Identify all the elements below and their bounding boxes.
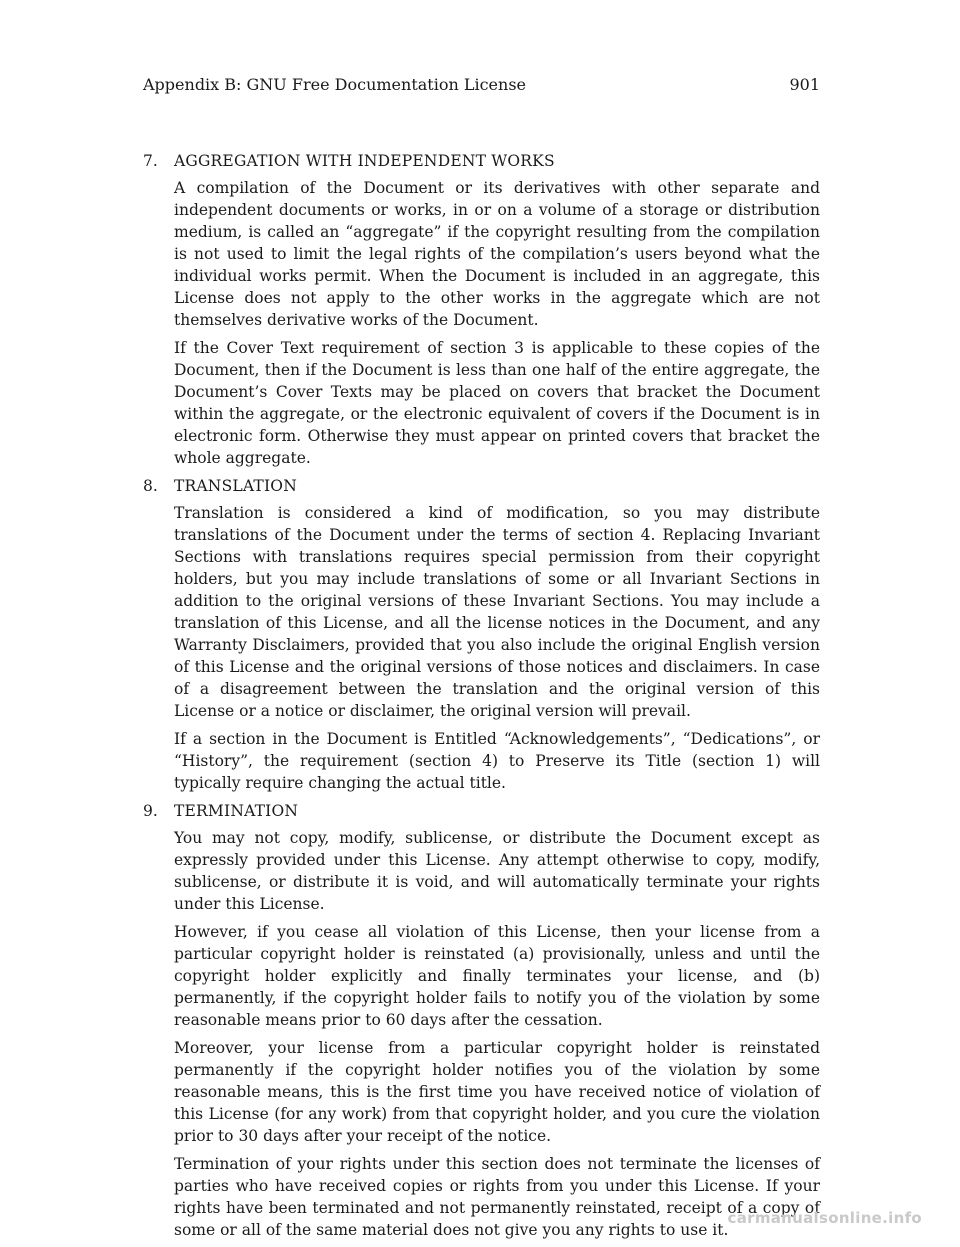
section-title: AGGREGATION WITH INDEPENDENT WORKS (174, 152, 555, 170)
paragraph: If a section in the Document is Entitled “Acknowledgements”, “Dedications”, or “History”, the requirement (section 4) to Preserve its Title (section 1) will typically require changing the actual title. (174, 730, 820, 792)
paragraph: Termination of your rights under this section does not terminate the licenses of parties who have received copies or rights from you under this License. If your rights have been terminated and not permanently reinstated, receipt of a copy of some or all of the same material does not give you any rights to use it. (174, 1155, 820, 1239)
page-body (143, 150, 820, 1247)
section-title: TRANSLATION (174, 477, 297, 495)
paragraph: You may not copy, modify, sublicense, or distribute the Document except as expressly provided under this License. Any attempt otherwise to copy, modify, sublicense, or distribute it is void, and will automatically terminate your rights under this License. (174, 829, 820, 913)
header-title: Appendix B: GNU Free Documentation License (143, 75, 527, 94)
section-heading (143, 475, 820, 497)
page-number: 901 (789, 75, 820, 94)
section-number: 9. (143, 802, 158, 820)
section-number: 8. (143, 477, 158, 495)
paragraph: A compilation of the Document or its derivatives with other separate and independent documents or works, in or on a volume of a storage or distribution medium, is called an “aggregate” if the copyright resulting from the compilation is not used to limit the legal rights of the compilation’s users beyond what the individual works permit. When the Document is included in an aggregate, this License does not apply to the other works in the aggregate which are not themselves derivative works of the Document. (174, 179, 820, 329)
paragraph: Moreover, your license from a particular copyright holder is reinstated permanently if the copyright holder notifies you of the violation by some reasonable means, this is the first time you have received notice of violation of this License (for any work) from that copyright holder, and you cure the violation prior to 30 days after your receipt of the notice. (174, 1039, 820, 1145)
section-translation (143, 475, 820, 794)
running-header (143, 74, 820, 96)
section-number: 7. (143, 152, 158, 170)
paragraph: If the Cover Text requirement of section 3 is applicable to these copies of the Document, then if the Document is less than one half of the entire aggregate, the Document’s Cover Texts may be placed on covers that bracket the Document within the aggregate, or the electronic equivalent of covers if the Document is in electronic form. Otherwise they must appear on printed covers that bracket the whole aggregate. (174, 339, 820, 467)
section-heading (143, 150, 820, 172)
section-title: TERMINATION (174, 802, 299, 820)
paragraph: Translation is considered a kind of modification, so you may distribute translations of the Document under the terms of section 4. Replacing Invariant Sections with translations requires special permission from their copyright holders, but you may include translations of some or all Invariant Sections in addition to the original versions of these Invariant Sections. You may include a translation of this License, and all the license notices in the Document, and any Warranty Disclaimers, provided that you also include the original English version of this License and the original versions of those notices and disclaimers. In case of a disagreement between the translation and the original version of this License or a notice or disclaimer, the original version will prevail. (174, 504, 820, 720)
watermark: carmanualsonline.info (727, 1209, 922, 1227)
paragraph: However, if you cease all violation of this License, then your license from a particular copyright holder is reinstated (a) provisionally, unless and until the copyright holder explicitly and finally terminates your license, and (b) permanently, if the copyright holder fails to notify you of the violation by some reasonable means prior to 60 days after the cessation. (174, 923, 820, 1029)
section-termination (143, 800, 820, 1241)
section-heading (143, 800, 820, 822)
section-aggregation (143, 150, 820, 469)
